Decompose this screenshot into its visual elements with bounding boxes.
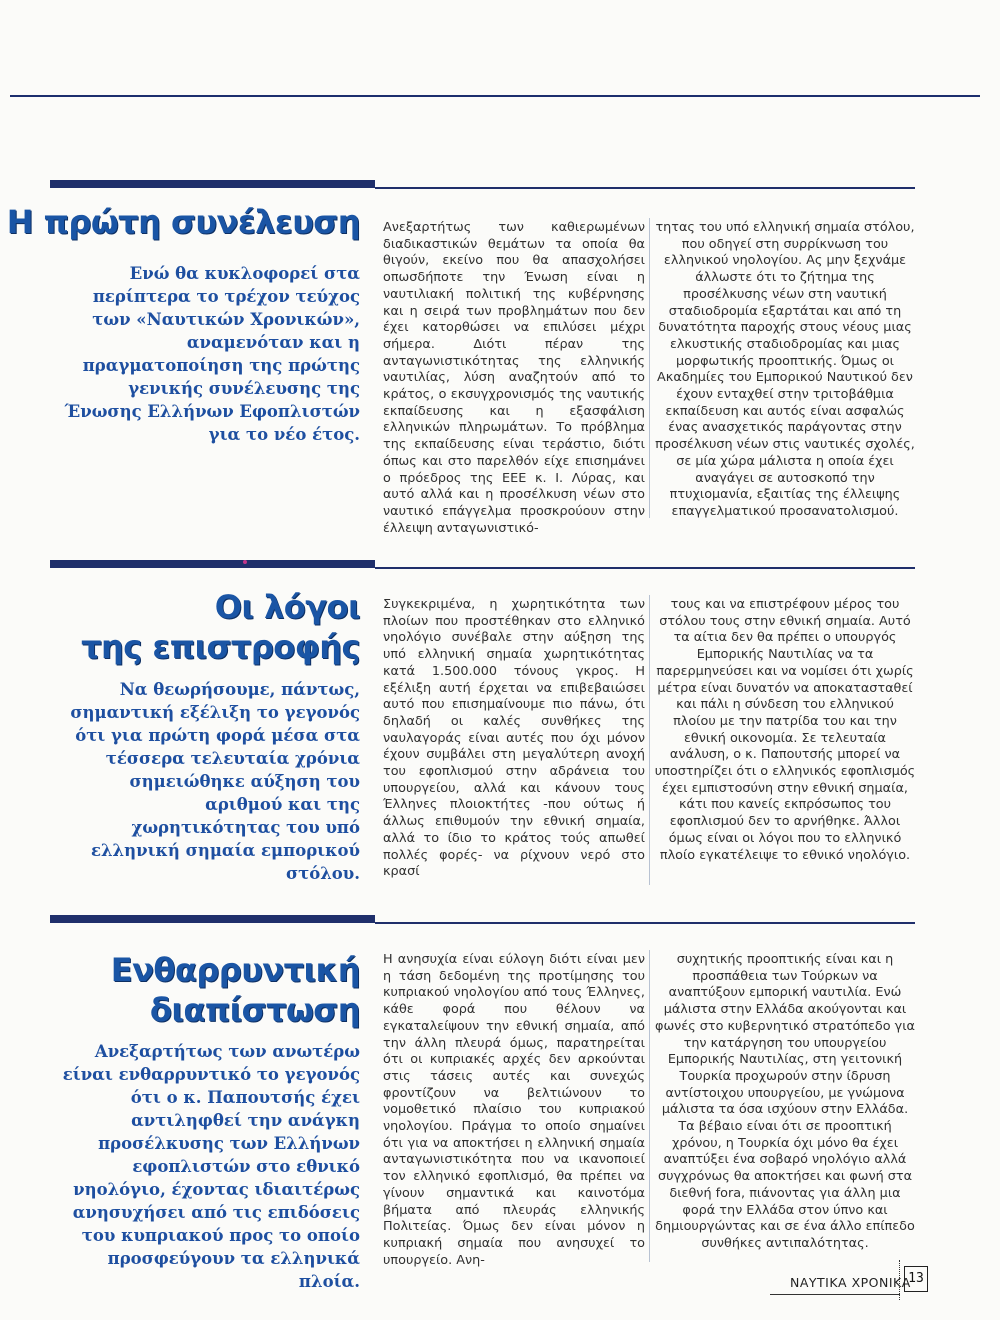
headline-line: Οι λόγοι [214, 588, 360, 626]
section-1-lead: Ενώ θα κυκλοφορεί στα περίπτερα το τρέχον τεύχος των «Ναυτικών Χρονικών», αναμενόταν και η πραγματοποίηση της πρώτης γενικής συνέλευσης της Ένωσης Ελλήνων Εφοπλιστών για το νέο έτος. [64, 264, 360, 444]
section-1-headline [7, 202, 360, 242]
section-2-headline [81, 587, 360, 667]
section-3-column-2: συχητικής προοπτικής είναι και η προσπάθεια των Τούρκων να αναπτύξουν εμπορική ναυτιλία. Ενώ μάλιστα στην Ελλάδα ακούγονται και φωνές στο κυβερνητικό στρατόπεδο για την κατάργηση του υπουργείου Εμπορικής Ναυτιλίας, στη γειτονική Τουρκία προχωρούν στην ίδρυση αντίστοιχου υπουργείου, με γνώμονα μάλιστα τα όσα ισχύουν στην Ελλάδα. Τα βέβαιο είναι ότι σε προοπτική χρόνου, η Τουρκία όχι μόνο θα έχει αναπτύξει ένα σοβαρό νηολόγιο αλλά συγχρόνως θα αποκτήσει και φωνή στα διεθνή fora, πιάνοντας για άλλη μια φορά την Ελλάδα στον ύπνο και δημιουργώντας και σε ένα άλλο επίπεδο συνθήκες αντιπαλότητας. [655, 952, 915, 1251]
accent-dot [243, 560, 247, 564]
section-3-headline [111, 950, 360, 1030]
footer-rule [770, 1294, 900, 1295]
section-1-column-2: τητας του υπό ελληνική σημαία στόλου, που οδηγεί στη συρρίκνωση του ελληνικού νηολογίου. Ας μην ξεχνάμε άλλωστε ότι το ζήτημα της προσέλκυσης νέων στη ναυτική σταδιοδρομία εξαρτάται και από τη δυνατότητα παροχής στους νέους μιας ελκυστικής σταδιοδρομίας και μιας μορφωτικής προοπτικής. Όμως οι Ακαδημίες του Εμπορικού Ναυτικού δεν έχουν ενταχθεί στην τριτοβάθμια εκπαίδευση και αυτός είναι ασφαλώς ένας ανασχετικός παράγοντας στην προσέλκυση νέων στις ναυτικές σχολές, σε μία χώρα μάλιστα η οποία έχει αναγάγει σε αυτοσκοπό την πτυχιομανία, εξαιτίας της έλλειψης επαγγελματικού προσανατολισμού. [655, 220, 915, 519]
section-2-lead: Να θεωρήσουμε, πάντως, σημαντική εξέλιξη το γεγονός ότι για πρώτη φορά μέσα στα τέσσερα τελευταία χρόνια σημειώθηκε αύξηση του αριθμού και της χωρητικότητας του υπό ελληνική σημαία εμπορικού στόλου. [70, 680, 360, 883]
section-3-divider [50, 915, 915, 925]
section-1-column-1: Ανεξαρτήτως των καθιερωμένων διαδικαστικών θεμάτων τα οποία θα θιγούν, εκείνο που θα απασχολήσει οπωσδήποτε την Ένωση είναι η ναυτιλιακή πολιτική της κυβέρνησης και η σειρά των προβλημάτων που δεν έχει κατορθώσει να επιλύσει μέχρι σήμερα. Διότι πέραν της ανταγωνιστικότητας της ελληνικής ναυτιλίας, λύση αναζητούν από το κράτος, ο εκσυγχρονισμός της ναυτικής εκπαίδευσης και η εξασφάλιση ελληνικών πληρωμάτων. Το πρόβλημα της εκπαίδευσης είναι τεράστιο, διότι όπως και στο παρελθόν είχε επισημάνει ο πρόεδρος της ΕΕΕ κ. Ι. Λύρας, και αυτό αλλά και η προσέλκυση νέων στο ναυτικό επάγγελμα προσκρούουν στην έλλειψη ανταγωνιστικό- [383, 220, 645, 536]
column-separator [649, 595, 650, 885]
section-1-divider [50, 180, 915, 190]
headline-line: Η πρώτη συνέλευση [6, 203, 360, 241]
section-2-column-1: Συγκεκριμένα, η χωρητικότητα των πλοίων που προστέθηκαν στο ελληνικό νηολόγιο συνέβαλε στην αύξηση της υπό ελληνική σημαία χωρητικότητας κατά 1.500.000 τόνους γκρος. Η εξέλιξη αυτή έρχεται να επιβεβαιώσει αυτό που επισημαίνουμε πιο πάνω, ότι δηλαδή οι καλές συνθήκες της ναυλαγοράς είναι αυτές που όχι μόνον έχουν συμβάλει στη μεγαλύτερη ανοχή του εφοπλισμού στην αδράνεια του υπουργείου, αλλά και κάνουν τους Έλληνες πλοιοκτήτες -που ούτως ή άλλως επιθυμούν την εθνική σημαία, αλλά το ίδιο το κράτος τούς απωθεί πολλές φορές- να ρίχνουν νερό στο κρασί [383, 597, 645, 880]
section-2-column-2: τους και να επιστρέφουν μέρος του στόλου τους στην εθνική σημαία. Αυτό τα αίτια δεν θα πρέπει ο υπουργός Εμπορικής Ναυτιλίας να τα παρερμηνεύσει και να νομίσει ότι χωρίς μέτρα είναι δυνατόν να αποκατασταθεί και πάλι η σύνδεση του ελληνικού πλοίου με την πατρίδα του και την εθνική οικονομία. Σε τελευταία ανάλυση, ο κ. Παπουτσής μπορεί να υποστηρίζει ότι ο ελληνικός εφοπλισμός έχει εμπιστοσύνη στην εθνική σημαία, κάτι που κανείς εκπρόσωπος του εφοπλισμού δεν το αρνήθηκε. Άλλοι όμως είναι οι λόγοι που το ελληνικό πλοίο εγκατέλειψε το εθνικό νηολόγιο. [654, 597, 916, 863]
headline-line: Ενθαρρυντική [110, 951, 360, 989]
section-3-column-1: Η ανησυχία είναι εύλογη διότι είναι μεν η τάση δεδομένη της προτίμησης του κυπριακού νηολογίου από τους Έλληνες, κάθε φορά που θέλουν να εγκαταλείψουν την εθνική σημαία, από την άλλη πλευρά όμως, παρατηρείται ότι οι κυπριακές αρχές δεν αρκούνται στις τάσεις αυτές και συνεχώς φροντίζουν να βελτιώνουν το νομοθετικό πλαίσιο του κυπριακού νηολογίου. Πράγμα το οποίο σημαίνει ότι για να αποκτήσει η ελληνική σημαία ανταγωνιστικότητα που να ικανοποιεί τον ελληνικό εφοπλισμό, θα πρέπει να γίνουν σημαντικά και καινοτόμα βήματα από πλευράς ελληνικής Πολιτείας. Όμως δεν είναι μόνον η κυπριακή σημαία που ανησυχεί το υπουργείο. Ανη- [383, 952, 645, 1268]
section-3-lead: Ανεξαρτήτως των ανωτέρω είναι ενθαρρυντικό το γεγονός ότι ο κ. Παπουτσής έχει αντιληφθεί την ανάγκη προσέλκυσης των Ελλήνων εφοπλιστών στο εθνικό νηολόγιο, έχοντας ιδιαιτέρως ανησυχήσει από τις επιδόσεις του κυπριακού προς το οποίο προσφεύγουν τα ελληνικά πλοία. [62, 1042, 360, 1291]
headline-line: της επιστροφής [81, 628, 360, 666]
section-2-divider [50, 560, 915, 570]
column-separator [649, 218, 650, 518]
page-number-divider [899, 1260, 901, 1300]
headline-line: διαπίστωση [149, 991, 360, 1029]
page-number: 13 [904, 1266, 928, 1292]
top-rule [10, 95, 980, 97]
column-separator [649, 950, 650, 1262]
magazine-name: ΝΑΥΤΙΚΑ ΧΡΟΝΙΚΑ [790, 1275, 911, 1290]
